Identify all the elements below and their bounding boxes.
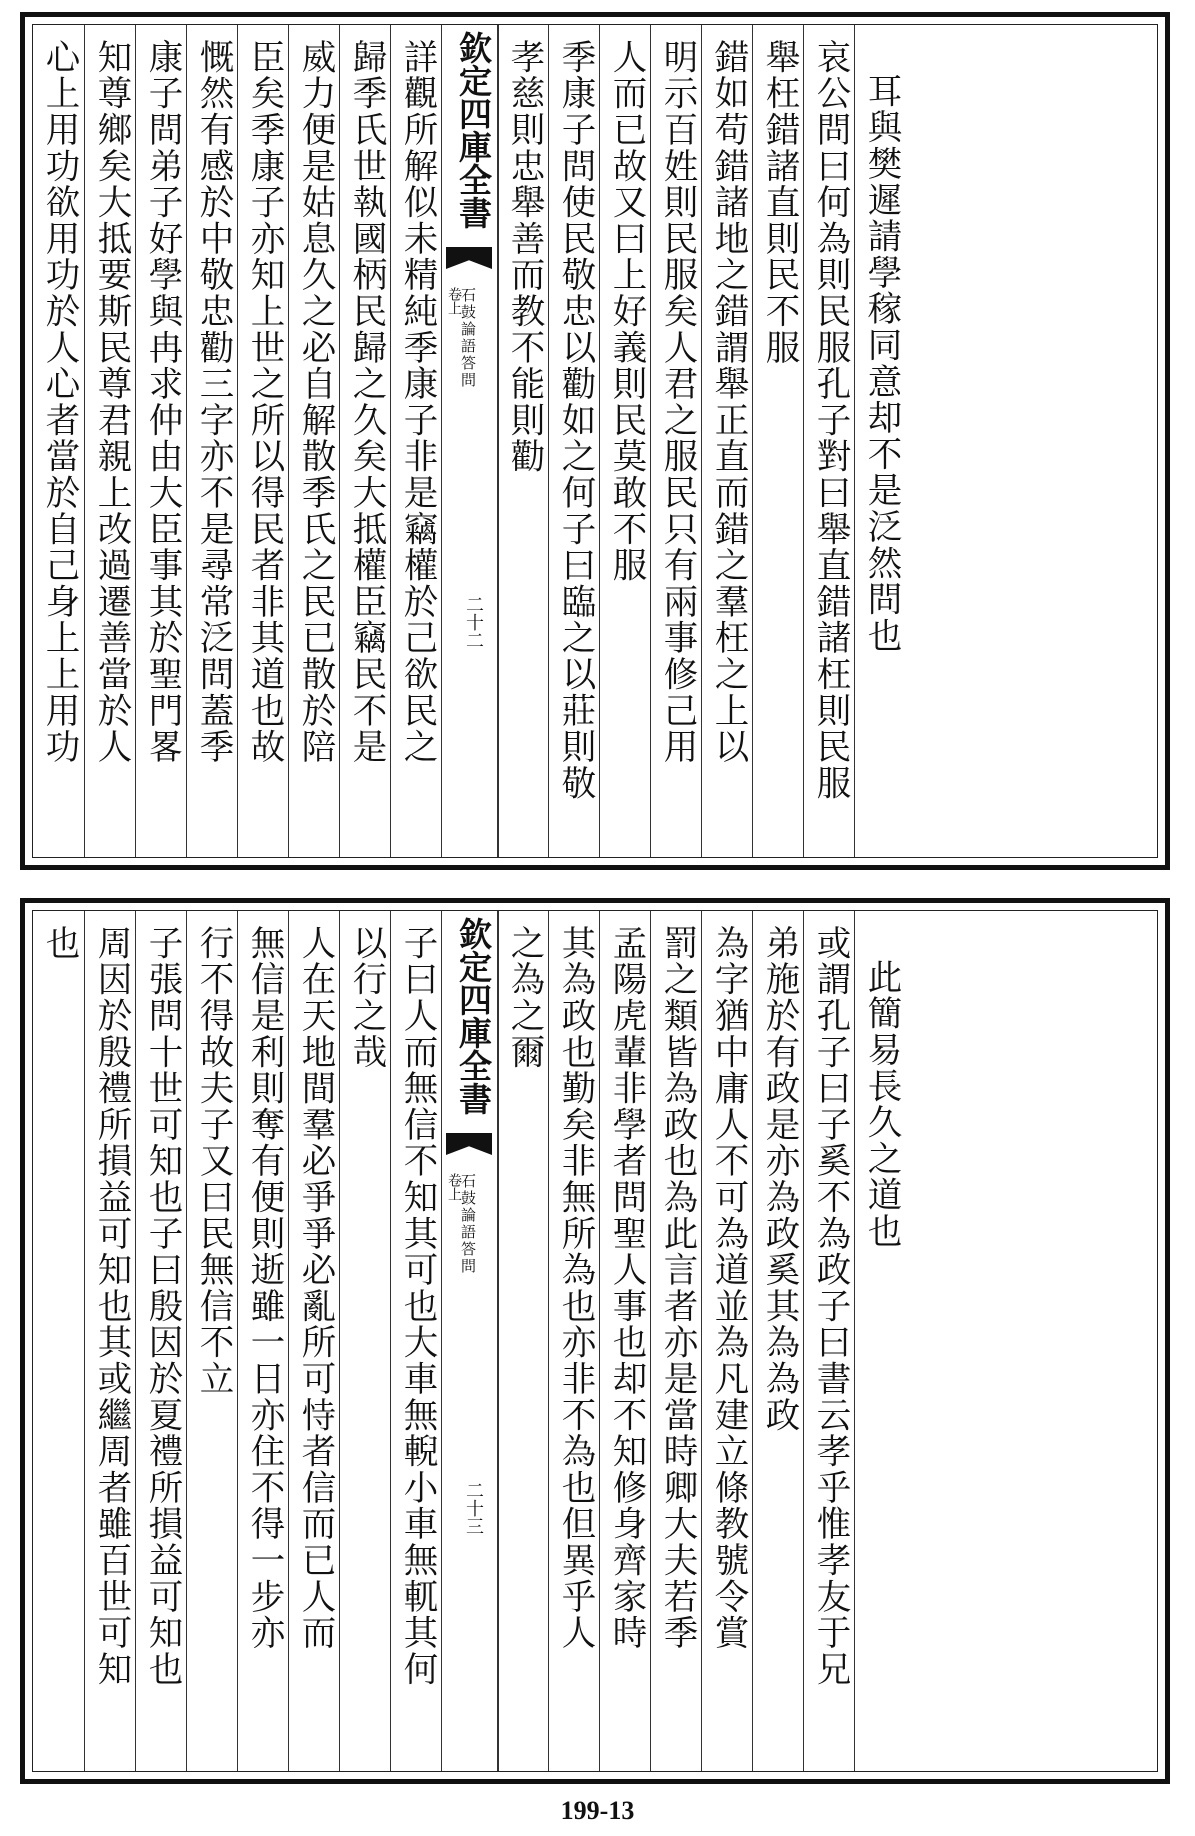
text-column xyxy=(237,911,288,1771)
bottom-page-frame xyxy=(32,910,1158,1772)
column-text: 慨然有感於中敬忠勸三字亦不是尋常泛問蓋季 xyxy=(193,39,233,765)
text-column xyxy=(390,911,441,1771)
text-column xyxy=(650,911,701,1771)
column-text: 弟施於有政是亦為政奚其為為政 xyxy=(759,925,799,1434)
text-column xyxy=(854,911,905,1771)
text-column xyxy=(599,25,650,857)
column-text: 臣矣季康子亦知上世之所以得民者非其道也故 xyxy=(244,39,284,765)
text-column xyxy=(288,911,339,1771)
text-column xyxy=(701,911,752,1771)
book-title: 欽定四庫全書 xyxy=(454,917,493,1115)
volume-label: 卷上 xyxy=(446,287,462,315)
book-title: 欽定四庫全書 xyxy=(454,31,493,229)
text-column xyxy=(186,25,237,857)
column-text: 季康子問使民敬忠以勸如之何子曰臨之以莊則敬 xyxy=(555,39,595,802)
column-text: 錯如苟錯諸地之錯謂舉正直而錯之羣枉之上以 xyxy=(708,39,748,765)
column-text: 康子問弟子好學與冉求仲由大臣事其於聖門畧 xyxy=(142,39,182,765)
column-text: 明示百姓則民服矣人君之服民只有兩事修己用 xyxy=(657,39,697,765)
text-column xyxy=(339,25,390,857)
folio-number: 二十二 xyxy=(463,595,484,649)
text-column xyxy=(339,911,390,1771)
text-column xyxy=(135,25,186,857)
fish-tail-mark xyxy=(446,1133,492,1155)
column-text: 為字猶中庸人不可為道並為凡建立條教號令賞 xyxy=(708,925,748,1651)
column-text: 或謂孔子曰子奚不為政子曰書云孝乎惟孝友于兄 xyxy=(810,925,850,1688)
column-text: 哀公問曰何為則民服孔子對曰舉直錯諸枉則民服 xyxy=(810,39,850,802)
column-text: 子曰人而無信不知其可也大車無輗小車無軏其何 xyxy=(397,925,437,1688)
text-column xyxy=(33,911,84,1771)
column-text: 周因於殷禮所損益可知也其或繼周者雖百世可知 xyxy=(91,925,131,1688)
sub-title: 石鼓論語答問 xyxy=(459,1173,477,1275)
text-column xyxy=(548,25,599,857)
page-number: 199-13 xyxy=(560,1796,635,1825)
text-column xyxy=(752,25,803,857)
column-text: 孟陽虎輩非學者問聖人事也却不知修身齊家時 xyxy=(606,925,646,1651)
text-column xyxy=(854,25,905,857)
fish-tail-mark xyxy=(446,247,492,269)
column-text: 人在天地間羣必爭爭必亂所可恃者信而已人而 xyxy=(295,925,335,1651)
column-text: 行不得故夫子又曰民無信不立 xyxy=(193,925,233,1397)
column-text: 其為政也勤矣非無所為也亦非不為也但異乎人 xyxy=(555,925,595,1651)
column-text: 以行之哉 xyxy=(346,925,386,1071)
text-column xyxy=(497,25,548,857)
text-column xyxy=(33,25,84,857)
text-column xyxy=(599,911,650,1771)
column-text: 子張問十世可知也子曰殷因於夏禮所損益可知也 xyxy=(142,925,182,1688)
text-column xyxy=(237,25,288,857)
column-text: 人而已故又曰上好義則民莫敢不服 xyxy=(606,39,646,584)
column-text: 也 xyxy=(39,925,79,962)
text-column xyxy=(701,25,752,857)
text-column xyxy=(135,911,186,1771)
text-column xyxy=(497,911,548,1771)
column-text: 耳與樊遲請學稼同意却不是泛然問也 xyxy=(861,73,901,654)
folio-number: 二十三 xyxy=(463,1481,484,1535)
sub-title: 石鼓論語答問 xyxy=(459,287,477,389)
text-column xyxy=(84,25,135,857)
column-text: 心上用功欲用功於人心者當於自己身上上用功 xyxy=(39,39,79,765)
column-text: 歸季氏世執國柄民歸之久矣大抵權臣竊民不是 xyxy=(346,39,386,765)
text-column xyxy=(752,911,803,1771)
column-text: 之為之爾 xyxy=(504,925,544,1071)
column-text: 知尊鄉矣大抵要斯民尊君親上改過遷善當於人 xyxy=(91,39,131,765)
top-page-frame xyxy=(32,24,1158,858)
center-fold-column xyxy=(441,25,499,857)
column-text: 舉枉錯諸直則民不服 xyxy=(759,39,799,366)
text-column xyxy=(288,25,339,857)
column-text: 威力便是姑息久之必自解散季氏之民已散於陪 xyxy=(295,39,335,765)
column-text: 無信是利則奪有便則逝雖一日亦住不得一步亦 xyxy=(244,925,284,1651)
center-fold-column xyxy=(441,911,499,1771)
text-column xyxy=(186,911,237,1771)
volume-label: 卷上 xyxy=(446,1173,462,1201)
column-text: 罰之類皆為政也為此言者亦是當時卿大夫若季 xyxy=(657,925,697,1651)
column-text: 孝慈則忠舉善而教不能則勸 xyxy=(504,39,544,475)
text-column xyxy=(84,911,135,1771)
top-page-block xyxy=(20,12,1170,870)
text-column xyxy=(803,911,854,1771)
text-column xyxy=(803,25,854,857)
column-text: 詳觀所解似未精純季康子非是竊權於己欲民之 xyxy=(397,39,437,765)
bottom-page-block xyxy=(20,898,1170,1784)
text-column xyxy=(548,911,599,1771)
text-column xyxy=(390,25,441,857)
column-text: 此簡易長久之道也 xyxy=(861,959,901,1250)
text-column xyxy=(650,25,701,857)
